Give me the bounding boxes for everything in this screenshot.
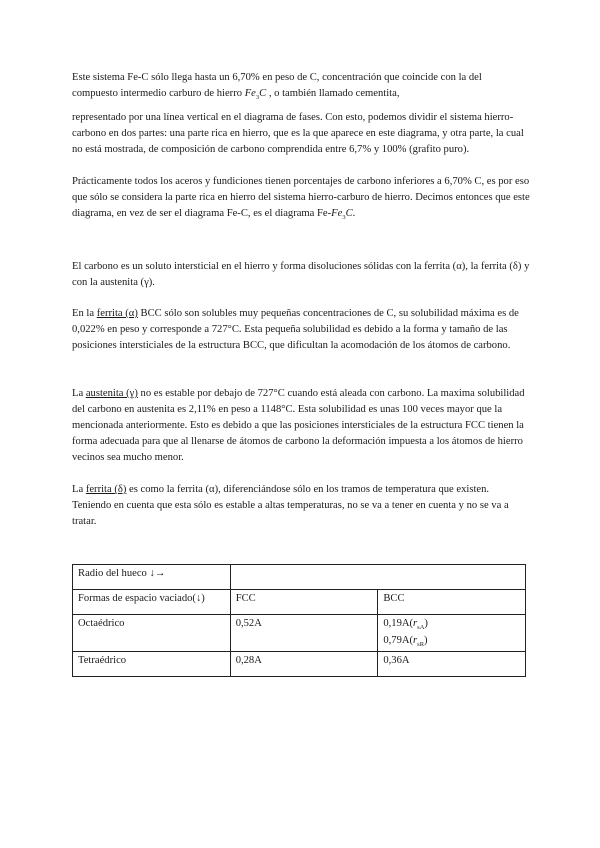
- table-cell: FCC: [230, 590, 378, 615]
- paragraph-carbon-solute: El carbono es un soluto intersticial en el hierro y forma disoluciones sólidas con la ferrita (α), la ferrita (δ) y con la austenita (γ).: [72, 261, 530, 288]
- octahedral-bcc-value-1: $0,19A(r_{sA})$: [383, 618, 428, 631]
- paragraph-phase-diagram: representado por una línea vertical en el diagrama de fases. Con esto, podemos dividir el sistema hierro-carbono en dos partes: una parte rica en hierro, que es la que aparece en este diagrama, y otra parte, la cual no está mostrada, de composición de carbono comprendida entre 6,7% y 100% (grafito puro).: [72, 112, 524, 155]
- table-cell: BCC: [378, 590, 526, 615]
- link-ferrita-alpha[interactable]: ferrita (α): [96, 308, 138, 319]
- link-ferrita-delta[interactable]: ferrita (δ): [85, 484, 127, 495]
- table-cell: Radio del hueco ↓→: [73, 565, 231, 590]
- table-cell: 0,36A: [378, 652, 526, 677]
- formula-fe3c: $Fe_3C$: [244, 88, 267, 101]
- table-row: [73, 615, 526, 652]
- paragraph-austenita: La austenita (γ) no es estable por debajo de 727°C cuando está aleada con carbono. La maxima solubilidad del carbono en austenita es 2,11% en peso a 1148°C. Esta solubilidad es unas 100 veces mayor que la mencionada anteriormente. Esto es debido a que las posiciones intersticiales de la estructura FCC tienen la forma adecuada para que al llenarse de átomos de carbono la deformación impuesta a los átomos de hierro vecinos sea mucho menor.: [72, 388, 525, 463]
- table-cell: Tetraédrico: [73, 652, 231, 677]
- interstitial-holes-table: [72, 564, 526, 677]
- paragraph-ferrita-alpha: En la ferrita (α) BCC sólo son solubles muy pequeñas concentraciones de C, su solubilidad máxima es de 0,022% en peso y corresponde a 727°C. Esta pequeña solubilidad es debido a la forma y tamaño de las posiciones intersticiales de la estructura BCC, que dificultan la acomodación de los átomos de carbono.: [72, 308, 519, 351]
- paragraph-ferrita-delta: La ferrita (δ) es como la ferrita (α), diferenciándose sólo en los tramos de temperatura que existen. Teniendo en cuenta que esta sólo es estable a altas temperaturas, no se va a tener en cuenta y no se va a tratar.: [72, 484, 509, 527]
- text-span: Este sistema Fe-C sólo llega hasta un 6,70% en peso de C, concentración que coincide con la del compuesto intermedio carburo de hierro: [72, 72, 482, 99]
- table-row: [73, 590, 526, 615]
- paragraph-steels: Prácticamente todos los aceros y fundiciones tienen porcentajes de carbono inferiores a 6,70% C, es por eso que sólo se considera la parte rica en hierro del sistema hierro-carburo de hierro. Decimos entonces que este diagrama, en vez de ser el diagrama Fe-C, es el diagrama $Fe-Fe_3C$.: [72, 176, 530, 221]
- octahedral-bcc-value-2: $0,79A(r_{sR})$: [383, 635, 428, 648]
- table-cell: Octaédrico: [73, 615, 231, 652]
- table-cell: 0,28A: [230, 652, 378, 677]
- table-cell: 0,52A: [230, 615, 378, 652]
- table-cell: Formas de espacio vaciado(↓): [73, 590, 231, 615]
- table-cell: [378, 615, 526, 652]
- formula-fe3c-2: $Fe_3C$: [331, 208, 353, 221]
- paragraph-fe-c-system: [72, 70, 530, 106]
- text-span: , o también llamado cementita,: [266, 88, 400, 99]
- table-row: [73, 652, 526, 677]
- table-row: [73, 565, 526, 590]
- link-austenita[interactable]: austenita (γ): [85, 388, 138, 399]
- table-cell: [230, 565, 525, 590]
